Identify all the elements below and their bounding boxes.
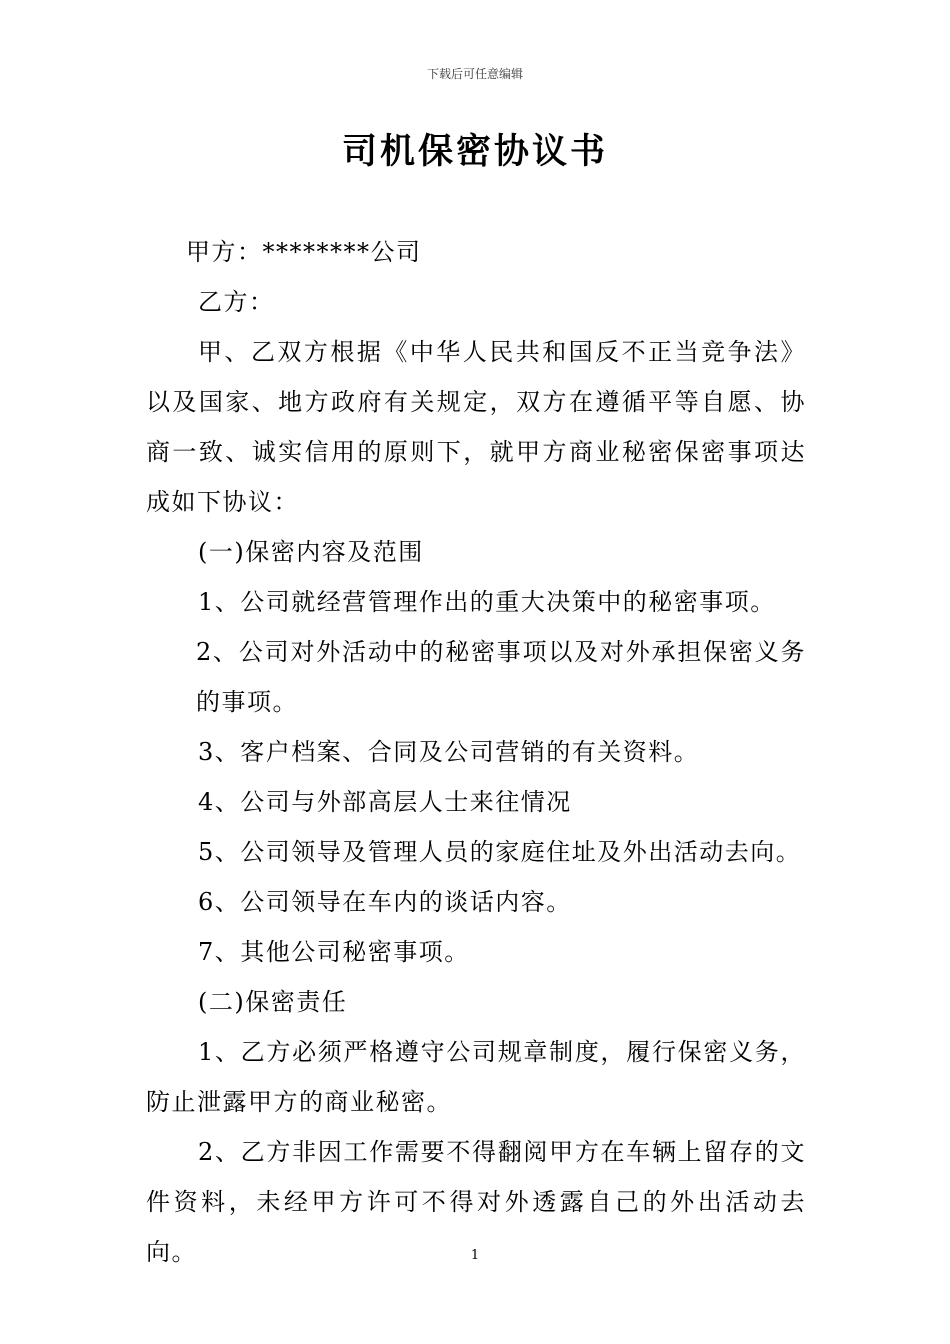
list-item: 7、其他公司秘密事项。 — [198, 938, 470, 966]
list-item: 1、公司就经营管理作出的重大决策中的秘密事项。 — [198, 588, 776, 616]
list-item: 6、公司领导在车内的谈话内容。 — [198, 888, 572, 916]
list-item: 2、公司对外活动中的秘密事项以及对外承担保密义务的事项。 — [196, 638, 806, 716]
party-b-line: 乙方： — [198, 288, 275, 316]
document-body — [146, 227, 806, 1277]
section-heading-responsibility: (二)保密责任 — [198, 988, 348, 1016]
header-note: 下载后可任意编辑 — [426, 67, 523, 81]
intro-paragraph: 甲、乙双方根据《中华人民共和国反不正当竞争法》以及国家、地方政府有关规定，双方在遵循平等自愿、协商一致、诚实信用的原则下，就甲方商业秘密保密事项达成如下协议： — [146, 338, 806, 516]
party-a-line: 甲方：********公司 — [186, 238, 422, 266]
section-heading-scope: (一)保密内容及范围 — [198, 538, 424, 566]
list-item: 1、乙方必须严格遵守公司规章制度，履行保密义务，防止泄露甲方的商业秘密。 — [146, 1038, 806, 1116]
list-item: 3、客户档案、合同及公司营销的有关资料。 — [198, 738, 700, 766]
list-item: 2、乙方非因工作需要不得翻阅甲方在车辆上留存的文件资料，未经甲方许可不得对外透露自己的外出活动去向。 — [146, 1138, 806, 1266]
page-number: 1 — [470, 1248, 480, 1263]
document-title: 司机保密协议书 — [341, 132, 608, 172]
list-item: 5、公司领导及管理人员的家庭住址及外出活动去向。 — [198, 838, 802, 866]
list-item: 4、公司与外部高层人士来往情况 — [198, 788, 572, 816]
